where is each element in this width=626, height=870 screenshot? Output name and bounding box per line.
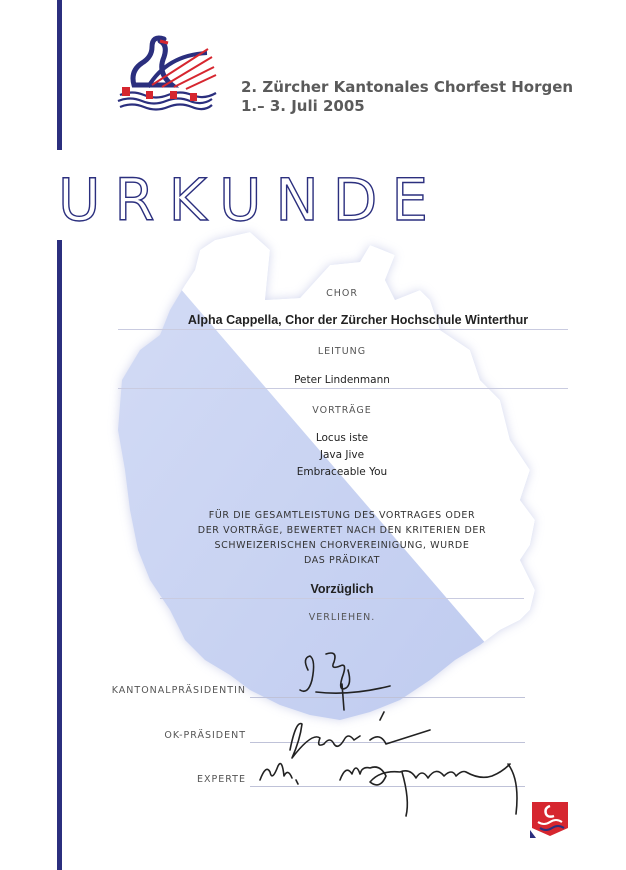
- chor-value: Alpha Cappella, Chor der Zürcher Hochschule Winterthur: [187, 313, 529, 327]
- event-dates: 1.– 3. Juli 2005: [241, 97, 365, 115]
- leitung-value: Peter Lindenmann: [294, 374, 390, 386]
- document-heading: [55, 170, 455, 230]
- vortraege-label: VORTRÄGE: [312, 405, 372, 416]
- vortrag-item-1: Locus iste: [315, 432, 369, 444]
- president-label: KANTONALPRÄSIDENTIN: [111, 685, 246, 696]
- leitung-rule: [118, 388, 568, 389]
- handwritten-signatures: [230, 640, 530, 820]
- statement-line: DER VORTRÄGE, BEWERTET NACH DEN KRITERIEN DER: [197, 525, 487, 536]
- closing-text: VERLIEHEN.: [308, 612, 376, 623]
- swan-harp-logo: [112, 35, 222, 120]
- leitung-label: LEITUNG: [317, 346, 367, 357]
- ok-president-label: OK-PRÄSIDENT: [164, 730, 246, 741]
- coat-of-arms-badge-icon: [530, 800, 570, 838]
- event-title-line1: 2. Zürcher Kantonales Chorfest Horgen: [241, 78, 574, 96]
- left-accent-bar-top: [57, 0, 62, 150]
- statement-line: DAS PRÄDIKAT: [303, 555, 381, 566]
- statement-line: FÜR DIE GESAMTLEISTUNG DES VORTRAGES ODER: [208, 510, 476, 521]
- expert-label: EXPERTE: [197, 774, 246, 785]
- predicate-value: Vorzüglich: [310, 582, 374, 596]
- statement-line: SCHWEIZERISCHEN CHORVEREINIGUNG, WURDE: [214, 540, 470, 551]
- vortrag-item-3: Embraceable You: [296, 466, 388, 478]
- award-statement: [160, 508, 524, 568]
- document-heading-text: URKUNDE: [58, 170, 443, 230]
- vortrag-item-2: Java Jive: [319, 449, 365, 461]
- chor-label: CHOR: [326, 288, 358, 299]
- chor-rule: [118, 329, 568, 330]
- predicate-rule: [160, 598, 524, 599]
- event-title: [241, 78, 573, 116]
